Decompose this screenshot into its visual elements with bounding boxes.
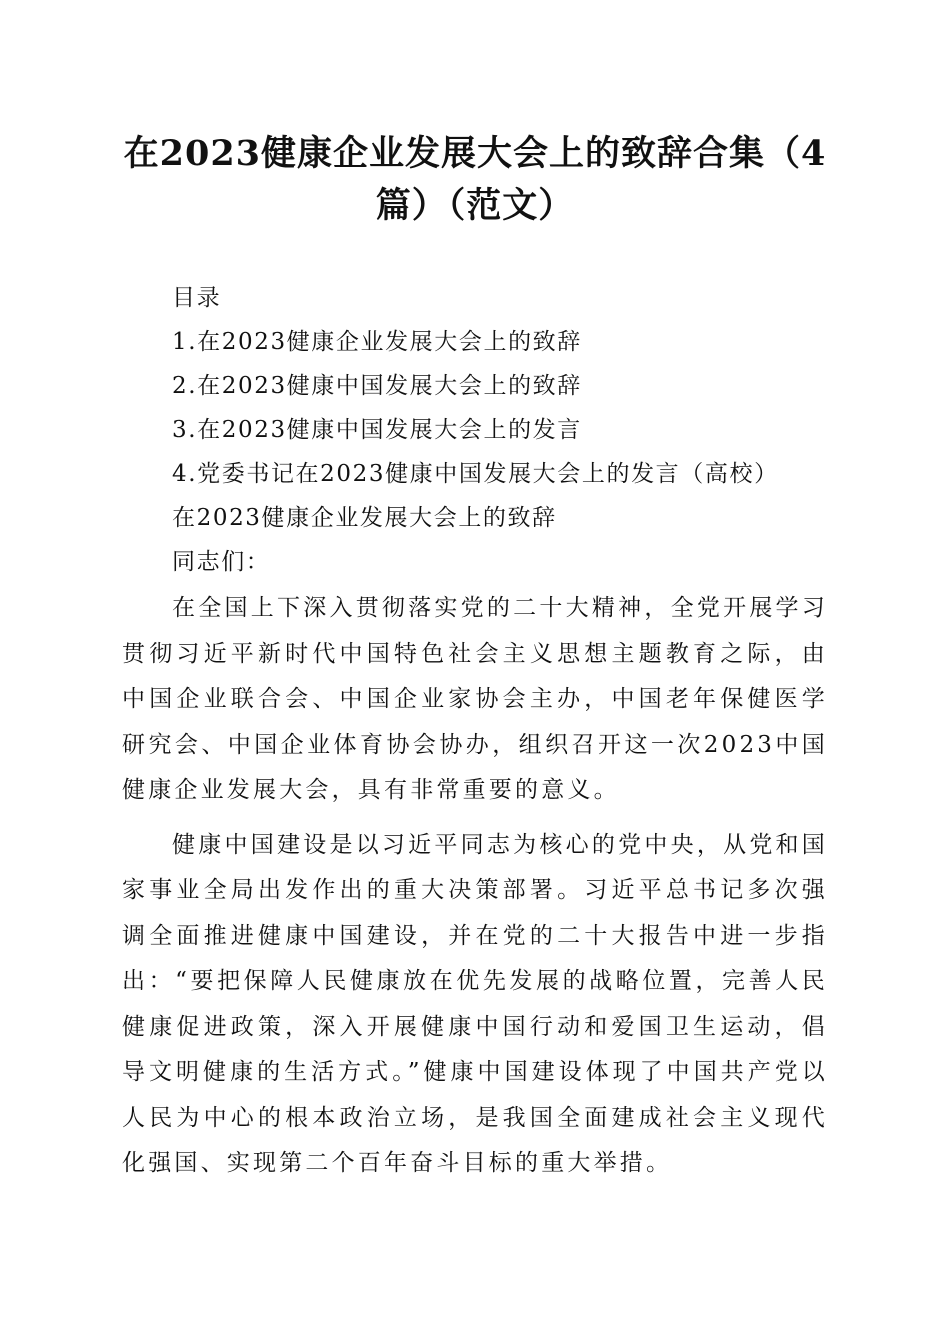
document-title: 在2023健康企业发展大会上的致辞合集（4篇）（范文） [123, 133, 827, 226]
salutation: 同志们： [172, 549, 271, 575]
paragraph-1: 在全国上下深入贯彻落实党的二十大精神，全党开展学习贯彻习近平新时代中国特色社会主义思想主题教育之际，由中国企业联合会、中国企业家协会主办，中国老年保健医学研究会、中国企业体育协会协办，组织召开这一次2023中国健康企业发展大会，具有非常重要的意义。 [122, 595, 828, 803]
toc-item-2: 2.在2023健康中国发展大会上的致辞 [172, 373, 582, 399]
toc-item-4: 4.党委书记在2023健康中国发展大会上的发言（高校） [172, 461, 779, 487]
paragraph-2: 健康中国建设是以习近平同志为核心的党中央，从党和国家事业全局出发作出的重大决策部署。习近平总书记多次强调全面推进健康中国建设，并在党的二十大报告中进一步指出：“要把保障人民健康放在优先发展的战略位置，完善人民健康促进政策，深入开展健康中国行动和爱国卫生运动，倡导文明健康的生活方式。”健康中国建设体现了中国共产党以人民为中心的根本政治立场，是我国全面建成社会主义现代化强国、实现第二个百年奋斗目标的重大举措。 [122, 831, 828, 1176]
toc-item-1: 1.在2023健康企业发展大会上的致辞 [172, 329, 582, 355]
toc-heading: 目录 [172, 285, 222, 311]
document-body [122, 276, 828, 1187]
toc-item-3: 3.在2023健康中国发展大会上的发言 [172, 417, 582, 443]
section-title: 在2023健康企业发展大会上的致辞 [172, 505, 557, 531]
